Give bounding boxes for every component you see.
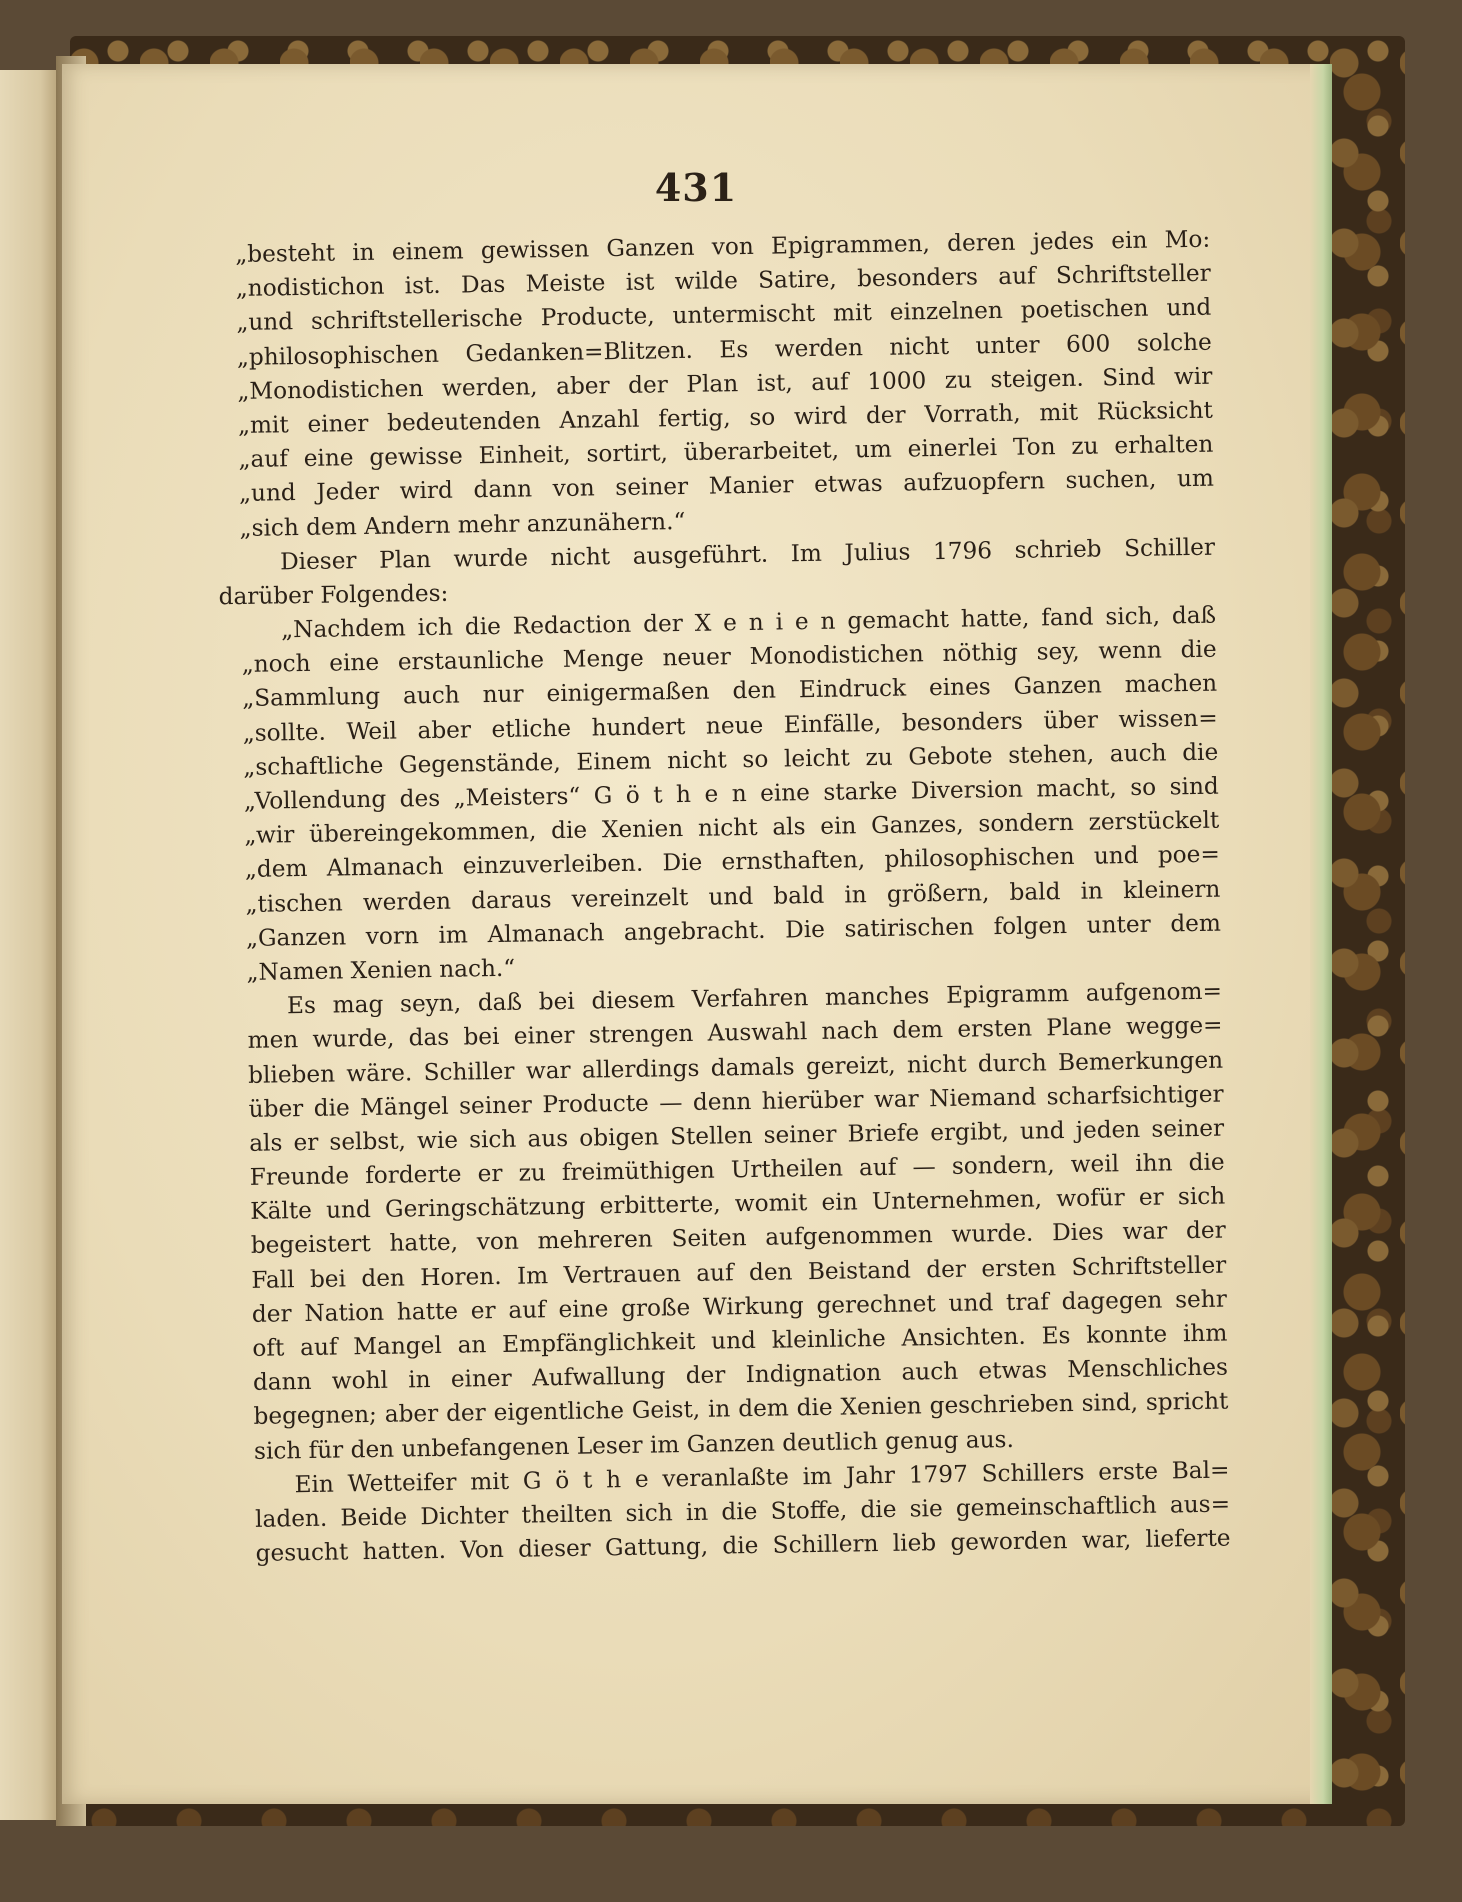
text-line: Dieser Plan wurde nicht ausgeführt. Im Julius 1796 schrieb Schiller xyxy=(279,533,1216,576)
page-number: 431 xyxy=(654,165,738,210)
text-line: „sich dem Andern mehr anzunähern.“ xyxy=(239,507,686,542)
text-line: Freunde forderte er zu freimüthigen Urtheilen auf — sondern, weil ihn die xyxy=(249,1148,1225,1191)
text-line: „und schriftstellerische Producte, untermischt mit einzelnen poetischen und xyxy=(236,294,1212,337)
text-line: als er selbst, wie sich aus obigen Stellen seiner Briefe ergibt, und jeden seiner xyxy=(249,1114,1225,1157)
text-line: „Monodistichen werden, aber der Plan ist, auf 1000 zu steigen. Sind wir xyxy=(237,362,1213,405)
text-line: Fall bei den Horen. Im Vertrauen auf den Beistand der ersten Schriftsteller xyxy=(251,1251,1227,1294)
text-line: Ein Wetteifer mit G ö t h e veranlaßte im Jahr 1797 Schillers erste Bal= xyxy=(294,1456,1230,1498)
text-line: „schaftliche Gegenstände, Einem nicht so leicht zu Gebote stehen, auch die xyxy=(243,738,1219,781)
text-line: „nodistichon ist. Das Meiste ist wilde Satire, besonders auf Schriftsteller xyxy=(235,259,1211,303)
text-line: „Ganzen vorn im Almanach angebracht. Die satirischen folgen unter dem xyxy=(245,909,1222,952)
text-line: „mit einer bedeutenden Anzahl fertig, so wird der Vorrath, mit Rücksicht xyxy=(237,396,1214,439)
text-line: sich für den unbefangenen Leser im Ganzen deutlich genug aus. xyxy=(253,1425,1015,1465)
page-edge xyxy=(1310,64,1332,1804)
text-line: „auf eine gewisse Einheit, sortirt, überarbeitet, um einerlei Ton zu erhalten xyxy=(238,430,1214,474)
text-line: „dem Almanach einzuverleiben. Die ernsthaften, philosophischen und poe= xyxy=(244,840,1221,884)
page-body-text xyxy=(218,223,1231,1571)
text-line: begeistert hatte, von mehreren Seiten aufgenommen wurde. Dies war der xyxy=(250,1217,1226,1260)
text-line: men wurde, das bei einer strengen Auswahl nach dem ersten Plane wegge= xyxy=(247,1011,1223,1055)
text-line: „Namen Xenien nach.“ xyxy=(246,954,516,986)
text-line: „Vollendung des „Meisters“ G ö t h e n eine starke Diversion macht, so sind xyxy=(243,772,1219,815)
text-line: Kälte und Geringschätzung erbitterte, womit ein Unternehmen, wofür er sich xyxy=(250,1182,1226,1226)
text-line: „tischen werden daraus vereinzelt und bald in größern, bald in kleinern xyxy=(245,875,1221,918)
text-line: „Sammlung auch nur einigermaßen den Eindruck eines Ganzen machen xyxy=(242,670,1218,713)
text-line: „Nachdem ich die Redaction der X e n i e n gemacht hatte, fand sich, daß xyxy=(280,601,1217,644)
text-line: „noch eine erstaunliche Menge neuer Monodistichen nöthig sey, wenn die xyxy=(241,635,1217,679)
text-line: „besteht in einem gewissen Ganzen von Epigrammen, deren jedes ein Mo: xyxy=(235,225,1211,268)
text-line: oft auf Mangel an Empfänglichkeit und kleinliche Ansichten. Es konnte ihm xyxy=(252,1319,1228,1362)
previous-page-edge xyxy=(0,70,60,1820)
text-line: „wir übereingekommen, die Xenien nicht als ein Ganzes, sondern zerstückelt xyxy=(244,806,1220,850)
text-line: dann wohl in einer Aufwallung der Indignation auch etwas Menschliches xyxy=(252,1353,1229,1397)
text-line: „philosophischen Gedanken=Blitzen. Es werden nicht unter 600 solche xyxy=(236,328,1212,371)
text-line: blieben wäre. Schiller war allerdings damals gereizt, nicht durch Bemerkungen xyxy=(247,1046,1224,1089)
text-line: über die Mängel seiner Producte — denn hierüber war Niemand scharfsichtiger xyxy=(248,1080,1224,1123)
text-line: begegnen; aber der eigentliche Geist, in dem die Xenien geschrieben sind, spricht xyxy=(253,1387,1229,1431)
text-line: Es mag seyn, daß bei diesem Verfahren manches Epigramm aufgenom= xyxy=(286,977,1223,1020)
text-line: „und Jeder wird dann von seiner Manier etwas aufzuopfern suchen, um xyxy=(238,464,1215,508)
text-line: gesucht hatten. Von dieser Gattung, die Schillern lieb geworden war, lieferte xyxy=(255,1524,1231,1567)
text-line: darüber Folgendes: xyxy=(218,579,449,611)
text-line: der Nation hatte er auf eine große Wirkung gerechnet und traf dagegen sehr xyxy=(251,1285,1227,1328)
text-line: laden. Beide Dichter theilten sich in die Stoffe, die sie gemeinschaftlich aus= xyxy=(254,1490,1231,1533)
text-line: „sollte. Weil aber etliche hundert neue Einfälle, besonders über wissen= xyxy=(242,704,1218,747)
